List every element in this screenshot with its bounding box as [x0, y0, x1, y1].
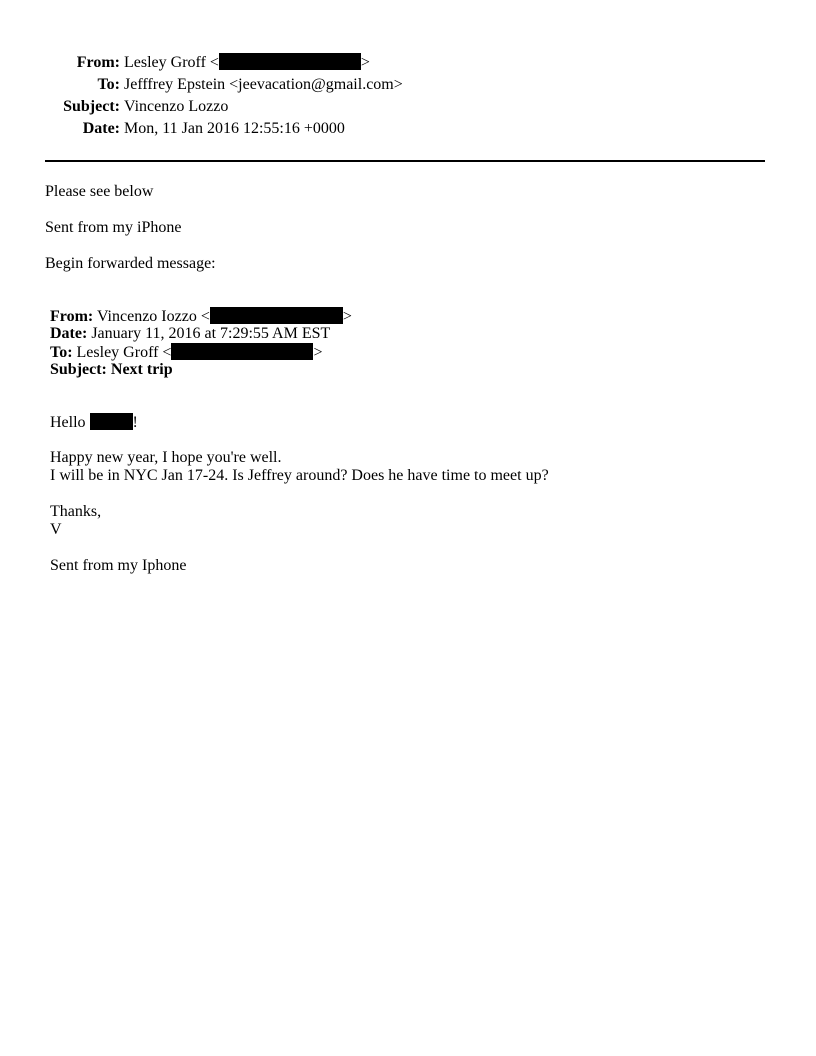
- forwarded-from-label: From:: [50, 308, 94, 325]
- forwarded-from-row: [50, 307, 352, 326]
- greeting-end: !: [132, 414, 138, 431]
- forwarded-to-label: To:: [50, 344, 73, 361]
- forwarded-to-name: Lesley Groff <: [72, 344, 172, 361]
- forwarded-paragraph-1: Happy new year, I hope you're well.: [50, 449, 282, 466]
- forwarded-to-close: >: [313, 344, 323, 361]
- greeting-text: Hello: [50, 414, 90, 431]
- forwarded-paragraph-2: I will be in NYC Jan 17-24. Is Jeffrey around? Does he have time to meet up?: [50, 467, 549, 484]
- header-to-value: Jefffrey Epstein <jeevacation@gmail.com>: [124, 76, 403, 93]
- header-date-label: Date:: [82, 120, 120, 137]
- header-to-row: [0, 74, 740, 96]
- header-to-label: To:: [97, 76, 120, 93]
- header-divider: [45, 160, 765, 162]
- forwarded-from-name: Vincenzo Iozzo <: [93, 308, 210, 325]
- header-date-value: Mon, 11 Jan 2016 12:55:16 +0000: [124, 120, 345, 137]
- forwarded-subject-value: Next trip: [106, 361, 173, 378]
- redacted-name-block: [90, 413, 133, 430]
- header-from-label: From:: [76, 54, 120, 71]
- header-from-row: [0, 52, 740, 74]
- forwarded-date-label: Date:: [50, 325, 88, 342]
- redacted-email-block: [210, 307, 343, 324]
- header-date-row: [0, 118, 740, 140]
- redacted-email-block: [219, 53, 361, 70]
- header-from-close: >: [360, 54, 370, 71]
- body-line-please-see: Please see below: [45, 183, 154, 200]
- forwarded-date-value: January 11, 2016 at 7:29:55 AM EST: [87, 325, 331, 342]
- header-from-name: Lesley Groff <: [124, 54, 219, 71]
- forwarded-from-close: >: [342, 308, 352, 325]
- body-line-sent-from: Sent from my iPhone: [45, 219, 182, 236]
- forwarded-to-row: [50, 343, 322, 362]
- forwarded-subject-row: [50, 361, 173, 379]
- header-subject-row: [0, 96, 740, 118]
- forwarded-greeting: [50, 413, 138, 432]
- forwarded-signature: Sent from my Iphone: [50, 557, 187, 574]
- forwarded-subject-label: Subject:: [50, 361, 107, 378]
- forwarded-thanks: Thanks,: [50, 503, 102, 520]
- body-line-begin-forwarded: Begin forwarded message:: [45, 255, 216, 272]
- redacted-email-block: [171, 343, 313, 360]
- header-subject-value: Vincenzo Lozzo: [124, 98, 229, 115]
- forwarded-date-row: [50, 325, 330, 343]
- forwarded-signoff: V: [50, 521, 62, 538]
- header-subject-label: Subject:: [63, 98, 120, 115]
